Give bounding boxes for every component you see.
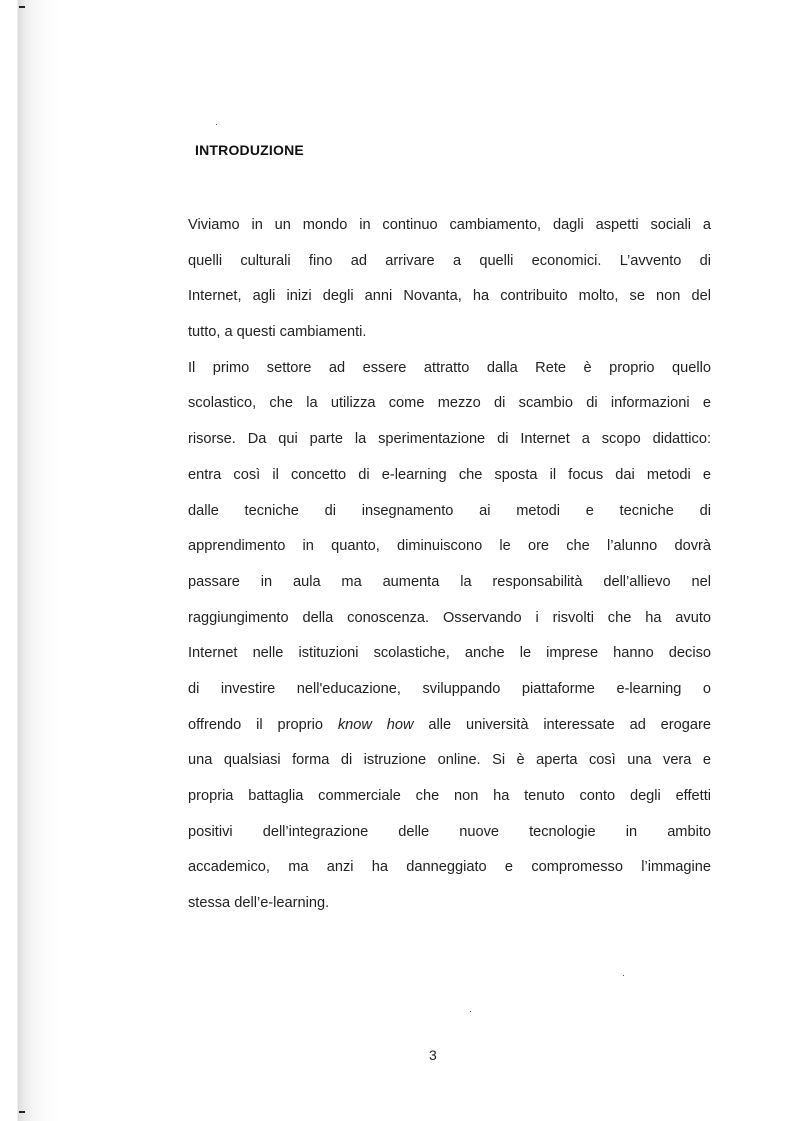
scan-speck <box>216 124 217 125</box>
text-line: scolastico, che la utilizza come mezzo di scambio di informazioni e <box>188 395 711 412</box>
text-line: Internet, agli inizi degli anni Novanta, ha contribuito molto, se non del <box>188 288 711 305</box>
paragraph-1 <box>188 208 711 351</box>
text-line: passare in aula ma aumenta la responsabilità dell’allievo nel <box>188 573 711 590</box>
text-line: dalle tecniche di insegnamento ai metodi e tecniche di <box>188 502 711 519</box>
scan-shadow-edge <box>0 0 60 1121</box>
scan-speck <box>623 975 624 976</box>
text-line-with-italic <box>188 708 711 744</box>
text-line: entra così il concetto di e-learning che sposta il focus dai metodi e <box>188 466 711 483</box>
text-line: risorse. Da qui parte la sperimentazione di Internet a scopo didattico: <box>188 431 711 448</box>
text-line: di investire nell'educazione, sviluppando piattaforme e-learning o <box>188 680 711 697</box>
text-line: Viviamo in un mondo in continuo cambiamento, dagli aspetti sociali a <box>188 217 711 233</box>
text-line: positivi dell’integrazione delle nuove tecnologie in ambito <box>188 823 711 840</box>
text-line: tutto, a questi cambiamenti. <box>188 324 367 341</box>
page-number: 3 <box>429 1047 437 1063</box>
italic-term: know how <box>337 716 414 733</box>
scan-mark-bottom <box>19 1111 25 1113</box>
text-line: stessa dell’e-learning. <box>188 895 330 912</box>
text-line: apprendimento in quanto, diminuiscono le ore che l’alunno dovrà <box>188 538 711 555</box>
text-line: propria battaglia commerciale che non ha tenuto conto degli effetti <box>188 788 711 804</box>
scan-mark-top <box>19 6 25 8</box>
text-line: raggiungimento della conoscenza. Osservando i risvolti che ha avuto <box>188 609 711 626</box>
scan-speck <box>470 1011 471 1012</box>
text-segment: offrendo il proprio <box>188 716 338 733</box>
text-line: accademico, ma anzi ha danneggiato e compromesso l’immagine <box>188 859 711 876</box>
body-text <box>188 208 711 922</box>
text-segment: alle università interessate ad erogare <box>413 716 711 733</box>
text-line: Internet nelle istituzioni scolastiche, anche le imprese hanno deciso <box>188 645 711 662</box>
text-line: quelli culturali fino ad arrivare a quelli economici. L’avvento di <box>188 252 711 269</box>
text-line: Il primo settore ad essere attratto dalla Rete è proprio quello <box>188 359 711 376</box>
section-heading: INTRODUZIONE <box>195 142 304 158</box>
text-line: una qualsiasi forma di istruzione online. Si è aperta così una vera e <box>188 752 711 769</box>
paragraph-2 <box>188 351 711 922</box>
